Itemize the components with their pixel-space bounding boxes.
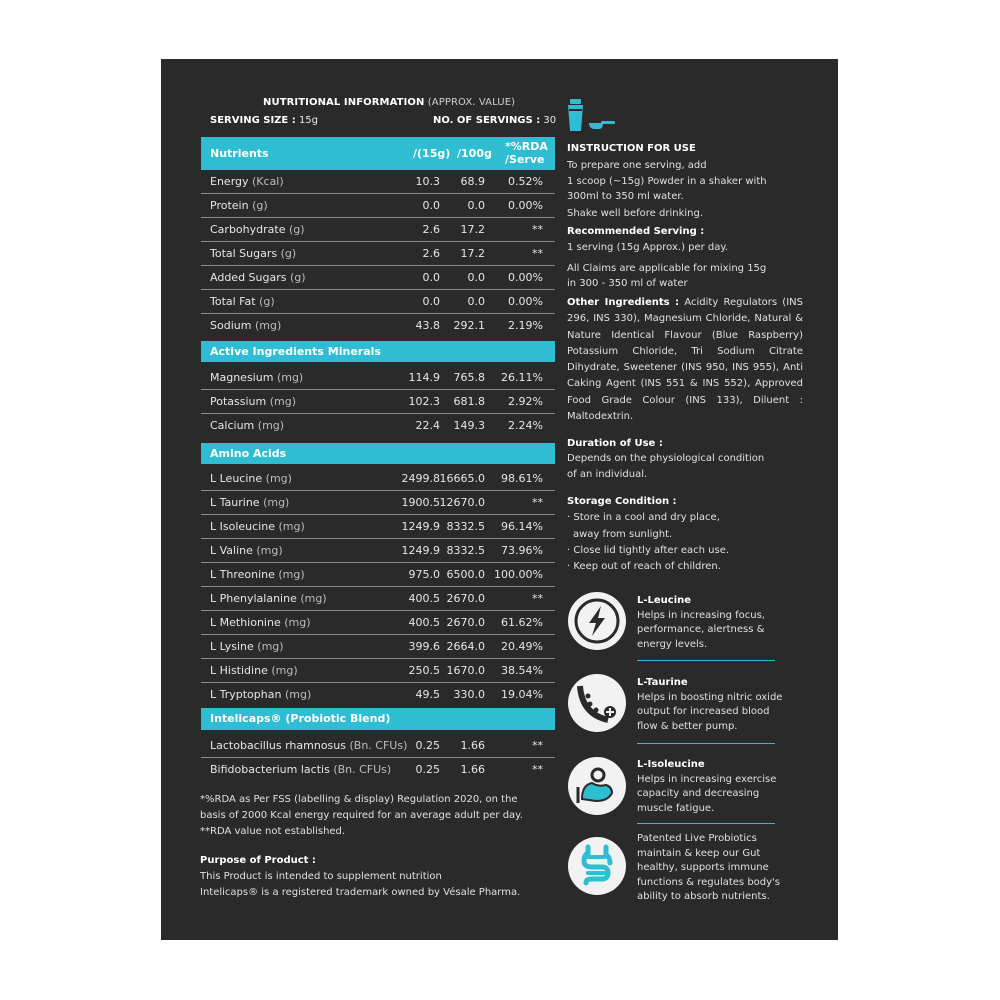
nutrient-unit: (g) xyxy=(289,271,306,284)
nutrient-unit: (mg) xyxy=(256,544,283,557)
nutrient-label: Carbohydrate xyxy=(210,223,286,236)
nutrients-rows xyxy=(201,170,555,337)
value-per-100g: 8332.5 xyxy=(446,520,485,533)
value-per-100g: 6500.0 xyxy=(446,568,485,581)
benefit-line: Patented Live Probiotics xyxy=(637,833,757,844)
table-row xyxy=(201,194,555,218)
nutrient-label: Calcium xyxy=(210,419,255,432)
col-nutrients: Nutrients xyxy=(210,147,269,160)
rda-note-line: **RDA value not established. xyxy=(200,826,346,837)
value-rda: ** xyxy=(532,763,543,776)
instruction-line: 1 scoop (~15g) Powder in a shaker with xyxy=(567,175,767,187)
value-rda: 100.00% xyxy=(494,568,543,581)
storage-line: · Store in a cool and dry place, xyxy=(567,512,720,524)
value-rda: 19.04% xyxy=(501,688,543,701)
table-row xyxy=(201,539,555,563)
nutrient-label: L Valine xyxy=(210,544,253,557)
value-rda: 20.49% xyxy=(501,640,543,653)
storage-line: · Close lid tightly after each use. xyxy=(567,544,730,556)
amino-table xyxy=(201,443,555,706)
storage-line: away from sunlight. xyxy=(573,528,673,540)
probiotic-icon-circle xyxy=(568,837,626,895)
rda-note-line: basis of 2000 Kcal energy required for an average adult per day. xyxy=(200,810,523,821)
instructions-title: INSTRUCTION FOR USE xyxy=(567,143,696,154)
recommended-serving-title: Recommended Serving : xyxy=(567,226,705,238)
value-rda: ** xyxy=(532,739,543,752)
claims-line: in 300 - 350 ml of water xyxy=(567,278,688,290)
value-per-15g: 49.5 xyxy=(415,688,440,701)
benefit-title: L-Taurine xyxy=(637,677,688,688)
other-ingredients-title: Other Ingredients : xyxy=(567,297,680,308)
instructions-block xyxy=(567,141,803,292)
value-per-100g: 1670.0 xyxy=(446,664,485,677)
value-per-15g: 975.0 xyxy=(408,568,440,581)
value-rda: 0.00% xyxy=(508,271,543,284)
value-per-100g: 2670.0 xyxy=(446,592,485,605)
value-per-100g: 1.66 xyxy=(460,763,485,776)
storage-condition xyxy=(567,494,803,575)
benefit-divider xyxy=(637,743,775,744)
benefit-line: flow & better pump. xyxy=(637,720,738,732)
instruction-line: To prepare one serving, add xyxy=(567,160,707,172)
value-per-100g: 0.0 xyxy=(467,271,485,284)
rda-note-line: *%RDA as Per FSS (labelling & display) Regulation 2020, on the xyxy=(200,794,518,805)
value-rda: 38.54% xyxy=(501,664,543,677)
benefit-line: output for increased blood xyxy=(637,706,770,717)
nutrient-name xyxy=(210,247,296,260)
value-rda: 98.61% xyxy=(501,472,543,485)
value-per-100g: 681.8 xyxy=(453,395,485,408)
servings-value: 30 xyxy=(543,115,557,126)
benefit-leucine xyxy=(637,594,797,652)
table-row xyxy=(201,314,555,337)
nutrient-unit: (mg) xyxy=(254,319,282,332)
table-row xyxy=(201,683,555,706)
duration-of-use xyxy=(567,436,803,482)
benefit-divider xyxy=(637,823,775,824)
nutrient-label: Bifidobacterium lactis xyxy=(210,763,330,776)
nutrient-name xyxy=(210,520,305,533)
value-rda: 73.96% xyxy=(501,544,543,557)
nutrient-unit: (mg) xyxy=(269,395,297,408)
claims-line: All Claims are applicable for mixing 15g xyxy=(567,263,767,275)
nutrient-unit: (Bn. CFUs) xyxy=(333,763,392,776)
table-row xyxy=(201,758,555,781)
benefit-line: Helps in increasing exercise xyxy=(637,773,777,785)
servings-label: NO. OF SERVINGS : xyxy=(433,115,541,126)
nutrient-name xyxy=(210,371,303,384)
gut-icon xyxy=(568,837,626,895)
nutrient-label: L Methionine xyxy=(210,616,281,629)
nutrient-name xyxy=(210,199,268,212)
value-rda: 2.19% xyxy=(508,319,543,332)
nutrient-unit: (mg) xyxy=(263,496,290,509)
value-rda: ** xyxy=(532,247,543,260)
storage-title: Storage Condition : xyxy=(567,496,677,507)
value-rda: 0.00% xyxy=(508,199,543,212)
value-per-15g: 10.3 xyxy=(415,175,440,188)
value-per-15g: 2.6 xyxy=(422,247,440,260)
col-per-100g: /100g xyxy=(457,147,492,160)
nutrition-title-bold: NUTRITIONAL INFORMATION xyxy=(263,97,425,108)
value-per-15g: 0.25 xyxy=(415,763,440,776)
value-per-100g: 17.2 xyxy=(460,223,485,236)
benefit-line: Helps in increasing focus, xyxy=(637,609,765,621)
table-row xyxy=(201,611,555,635)
value-per-15g: 400.5 xyxy=(408,616,440,629)
nutrient-unit: (g) xyxy=(280,247,297,260)
benefit-line: muscle fatigue. xyxy=(637,802,715,814)
col-rda: *%RDA xyxy=(505,140,548,153)
nutrient-label: Protein xyxy=(210,199,249,212)
value-rda: 26.11% xyxy=(501,371,543,384)
table-row xyxy=(201,290,555,314)
nutrient-name xyxy=(210,763,391,776)
value-per-100g: 8332.5 xyxy=(446,544,485,557)
value-rda: 61.62% xyxy=(501,616,543,629)
nutrient-unit: (mg) xyxy=(284,688,312,701)
instruction-line: 300ml to 350 ml water. xyxy=(567,190,684,202)
value-per-100g: 16665.0 xyxy=(439,472,485,485)
duration-title: Duration of Use : xyxy=(567,438,663,449)
nutrition-table xyxy=(201,137,555,337)
nutrient-name xyxy=(210,395,296,408)
value-per-100g: 12670.0 xyxy=(439,496,485,509)
instruction-line: Shake well before drinking. xyxy=(567,208,704,220)
lightning-icon xyxy=(568,592,626,650)
table-row xyxy=(201,515,555,539)
probiotic-table xyxy=(201,708,555,781)
benefit-line: capacity and decreasing xyxy=(637,788,760,799)
nutrient-label: Potassium xyxy=(210,395,267,408)
table-row xyxy=(201,266,555,290)
nutrient-name xyxy=(210,472,292,485)
serving-size-label: SERVING SIZE : xyxy=(210,115,296,126)
nutrient-unit: (mg) xyxy=(257,419,285,432)
value-per-100g: 0.0 xyxy=(467,199,485,212)
value-per-15g: 22.4 xyxy=(415,419,440,432)
nutrient-unit: (g) xyxy=(288,223,305,236)
probiotic-section-title: Intelicaps® (Probiotic Blend) xyxy=(201,708,555,730)
benefit-line: maintain & keep our Gut xyxy=(637,847,761,859)
duration-line: of an individual. xyxy=(567,468,648,480)
value-rda: 2.24% xyxy=(508,419,543,432)
value-per-15g: 0.25 xyxy=(415,739,440,752)
nutrient-unit: (mg) xyxy=(300,592,327,605)
benefit-line: functions & regulates body's xyxy=(637,876,781,888)
value-per-100g: 0.0 xyxy=(467,295,485,308)
nutrient-label: L Threonine xyxy=(210,568,275,581)
nutrient-name xyxy=(210,544,283,557)
value-per-15g: 1900.5 xyxy=(401,496,440,509)
purpose-of-product xyxy=(200,853,560,901)
nutrient-name xyxy=(210,295,275,308)
value-per-100g: 1.66 xyxy=(460,739,485,752)
value-rda: ** xyxy=(532,223,543,236)
nutrient-unit: (mg) xyxy=(271,664,298,677)
nutrition-title xyxy=(263,97,515,108)
table-row xyxy=(201,390,555,414)
nutrient-name xyxy=(210,419,284,432)
value-per-15g: 2499.8 xyxy=(401,472,440,485)
amino-section-title: Amino Acids xyxy=(201,443,555,464)
value-per-15g: 0.0 xyxy=(422,199,440,212)
nutrient-label: Total Sugars xyxy=(210,247,278,260)
value-per-100g: 2664.0 xyxy=(446,640,485,653)
value-rda: ** xyxy=(532,496,543,509)
nutrient-label: L Phenylalanine xyxy=(210,592,297,605)
number-of-servings xyxy=(433,115,556,126)
recommended-serving-text: 1 serving (15g Approx.) per day. xyxy=(567,241,729,253)
nutrient-name xyxy=(210,568,305,581)
serving-size-value: 15g xyxy=(298,115,319,126)
taurine-icon-circle xyxy=(568,674,626,732)
value-rda: ** xyxy=(532,592,543,605)
benefit-line: energy levels. xyxy=(637,638,708,650)
benefit-isoleucine xyxy=(637,758,797,816)
nutrient-unit: (g) xyxy=(252,199,268,212)
storage-line: · Keep out of reach of children. xyxy=(567,561,721,573)
benefit-probiotics xyxy=(637,832,797,905)
value-rda: 0.00% xyxy=(508,295,543,308)
value-per-100g: 17.2 xyxy=(460,247,485,260)
col-rda-serve: /Serve xyxy=(505,153,545,166)
value-per-15g: 250.5 xyxy=(408,664,440,677)
table-row xyxy=(201,242,555,266)
blood-vessel-icon xyxy=(568,674,626,732)
amino-rows xyxy=(201,467,555,706)
value-per-15g: 102.3 xyxy=(408,395,440,408)
benefit-title: L-Leucine xyxy=(637,595,692,606)
nutrient-label: Energy xyxy=(210,175,249,188)
table-row xyxy=(201,587,555,611)
nutrient-label: L Leucine xyxy=(210,472,263,485)
benefit-line: healthy, supports immune xyxy=(637,862,769,873)
nutrient-name xyxy=(210,223,305,236)
nutrient-label: Total Fat xyxy=(210,295,256,308)
probiotic-rows xyxy=(201,734,555,781)
label-panel xyxy=(161,59,838,940)
nutrient-unit: (mg) xyxy=(265,472,292,485)
value-per-15g: 0.0 xyxy=(422,271,440,284)
table-row xyxy=(201,170,555,194)
nutrient-name xyxy=(210,319,281,332)
table-row xyxy=(201,734,555,758)
purpose-line: Intelicaps® is a registered trademark owned by Vésale Pharma. xyxy=(200,887,521,898)
benefit-taurine xyxy=(637,676,797,734)
nutrient-label: L Taurine xyxy=(210,496,260,509)
nutrient-unit: (g) xyxy=(259,295,275,308)
table-row xyxy=(201,414,555,437)
col-per-15g: /(15g) xyxy=(413,147,451,160)
nutrient-unit: (Bn. CFUs) xyxy=(349,739,408,752)
nutrient-name xyxy=(210,592,327,605)
value-per-15g: 1249.9 xyxy=(401,520,440,533)
nutrient-unit: (Kcal) xyxy=(252,175,284,188)
nutrient-name xyxy=(210,739,407,752)
table-row xyxy=(201,218,555,242)
benefit-divider xyxy=(637,660,775,661)
nutrient-unit: (mg) xyxy=(276,371,304,384)
value-per-15g: 114.9 xyxy=(408,371,440,384)
nutrient-label: Added Sugars xyxy=(210,271,287,284)
table-row xyxy=(201,491,555,515)
nutrient-label: L Tryptophan xyxy=(210,688,282,701)
benefit-title: L-Isoleucine xyxy=(637,759,705,770)
value-per-15g: 1249.9 xyxy=(401,544,440,557)
leucine-icon-circle xyxy=(568,592,626,650)
benefit-line: Helps in boosting nitric oxide xyxy=(637,691,783,703)
value-per-15g: 0.0 xyxy=(422,295,440,308)
table-header xyxy=(201,137,555,170)
other-ingredients-text: Acidity Regulators (INS 296, INS 330), Magnesium Chloride, Natural & Nature Identical Flavour (Blue Raspberry) Potassium Chloride, Tri Sodium Citrate Dihydrate, Sweetener (INS 950, INS 955), Anti Caking Agent (INS 551 & INS 552), Approved Food Grade Colour (INS 133), Diluent : Maltodextrin. xyxy=(567,297,803,423)
shaker-scoop-icon xyxy=(567,97,619,133)
value-per-100g: 149.3 xyxy=(453,419,485,432)
table-row xyxy=(201,635,555,659)
serving-size xyxy=(210,115,318,126)
nutrient-label: L Lysine xyxy=(210,640,254,653)
purpose-title: Purpose of Product : xyxy=(200,855,316,866)
value-per-100g: 2670.0 xyxy=(446,616,485,629)
benefit-line: ability to absorb nutrients. xyxy=(637,891,770,902)
nutrient-name xyxy=(210,496,289,509)
value-per-15g: 399.6 xyxy=(408,640,440,653)
isoleucine-icon-circle xyxy=(568,757,626,815)
value-per-100g: 292.1 xyxy=(453,319,485,332)
nutrient-name xyxy=(210,616,311,629)
nutrient-name xyxy=(210,640,284,653)
nutrient-label: Sodium xyxy=(210,319,252,332)
minerals-table xyxy=(201,341,555,437)
value-rda: 96.14% xyxy=(501,520,543,533)
muscle-icon xyxy=(568,757,626,815)
nutrient-label: L Isoleucine xyxy=(210,520,275,533)
nutrient-label: Magnesium xyxy=(210,371,274,384)
value-rda: 0.52% xyxy=(508,175,543,188)
duration-line: Depends on the physiological condition xyxy=(567,453,765,465)
nutrition-title-approx: (APPROX. VALUE) xyxy=(427,97,516,108)
nutrient-unit: (mg) xyxy=(257,640,284,653)
value-per-15g: 43.8 xyxy=(415,319,440,332)
value-per-15g: 400.5 xyxy=(408,592,440,605)
table-row xyxy=(201,467,555,491)
nutrient-name xyxy=(210,688,311,701)
value-per-100g: 330.0 xyxy=(453,688,485,701)
nutrient-name xyxy=(210,664,298,677)
nutrient-unit: (mg) xyxy=(278,568,305,581)
value-rda: 2.92% xyxy=(508,395,543,408)
value-per-100g: 765.8 xyxy=(453,371,485,384)
minerals-section-title: Active Ingredients Minerals xyxy=(201,341,555,362)
table-row xyxy=(201,659,555,683)
benefit-line: performance, alertness & xyxy=(637,624,765,635)
purpose-line: This Product is intended to supplement nutrition xyxy=(200,871,442,882)
minerals-rows xyxy=(201,366,555,437)
value-per-100g: 68.9 xyxy=(460,175,485,188)
rda-footnote xyxy=(200,792,560,840)
nutrient-unit: (mg) xyxy=(284,616,311,629)
value-per-15g: 2.6 xyxy=(422,223,440,236)
nutrient-name xyxy=(210,271,306,284)
nutrient-name xyxy=(210,175,284,188)
nutrient-label: Lactobacillus rhamnosus xyxy=(210,739,346,752)
other-ingredients xyxy=(567,295,803,425)
table-row xyxy=(201,366,555,390)
nutrient-label: L Histidine xyxy=(210,664,268,677)
nutrient-unit: (mg) xyxy=(278,520,305,533)
table-row xyxy=(201,563,555,587)
